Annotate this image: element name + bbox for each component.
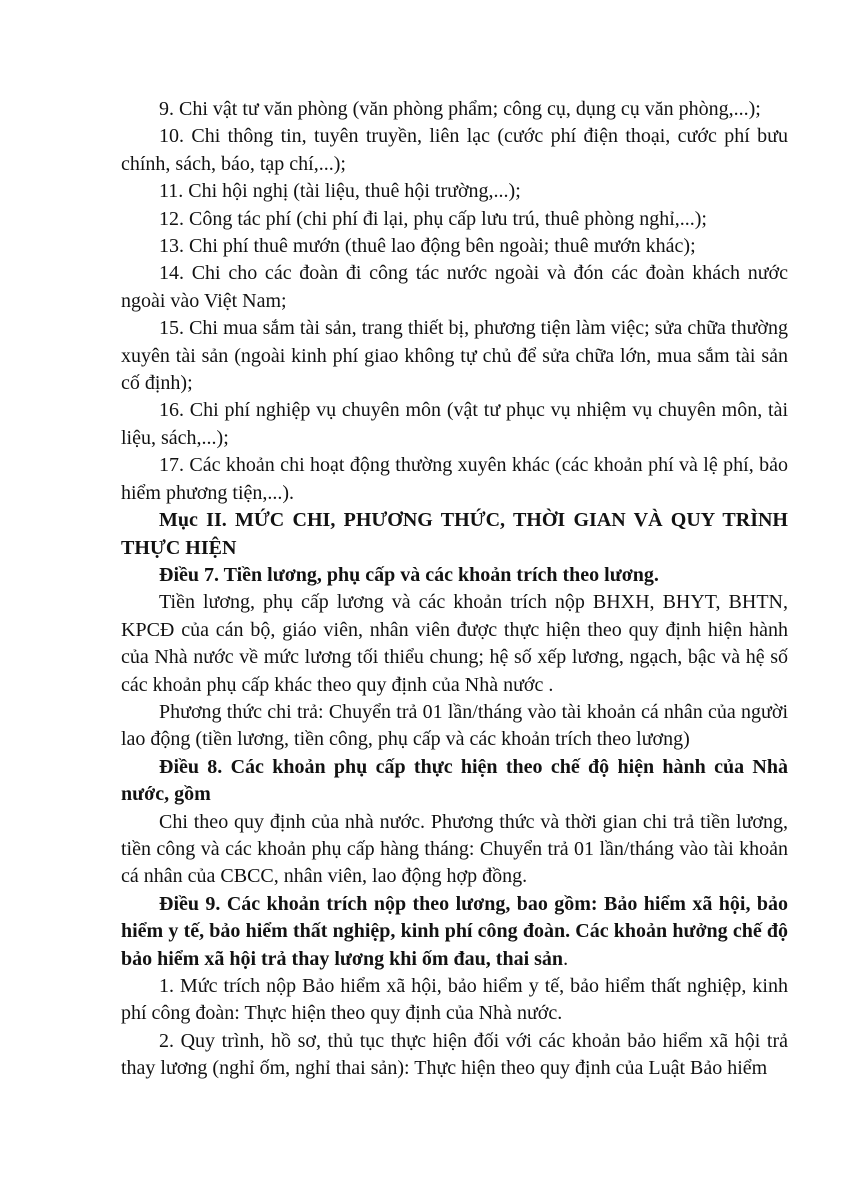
- body-paragraph: 11. Chi hội nghị (tài liệu, thuê hội trường,...);: [159, 180, 521, 203]
- heading-paragraph: Điều 9. Các khoản trích nộp theo lương, bao gồm: Bảo hiểm xã hội, bảo hiểm y tế, bảo hiểm thất nghiệp, kinh phí công đoàn. Các khoản hưởng chế độ bảo hiểm xã hội trả thay lương khi ốm đau, thai sản.: [121, 892, 788, 970]
- body-paragraph: Chi theo quy định của nhà nước. Phương thức và thời gian chi trả tiền lương, tiền công và các khoản phụ cấp hàng tháng: Chuyển trả 01 lần/tháng vào tài khoản cá nhân của CBCC, nhân viên, lao động hợp đồng.: [121, 810, 788, 888]
- document-body: [121, 96, 788, 1083]
- body-paragraph: 12. Công tác phí (chi phí đi lại, phụ cấp lưu trú, thuê phòng nghỉ,...);: [159, 207, 707, 230]
- heading-paragraph: Mục II. MỨC CHI, PHƯƠNG THỨC, THỜI GIAN VÀ QUY TRÌNH THỰC HIỆN: [121, 509, 788, 559]
- body-paragraph: 17. Các khoản chi hoạt động thường xuyên khác (các khoản phí và lệ phí, bảo hiểm phương tiện,...).: [121, 454, 788, 504]
- heading-paragraph: Điều 7. Tiền lương, phụ cấp và các khoản trích theo lương.: [159, 563, 659, 586]
- body-paragraph: 10. Chi thông tin, tuyên truyền, liên lạc (cước phí điện thoại, cước phí bưu chính, sách, báo, tạp chí,...);: [121, 125, 788, 175]
- body-paragraph: 15. Chi mua sắm tài sản, trang thiết bị, phương tiện làm việc; sửa chữa thường xuyên tài sản (ngoài kinh phí giao không tự chủ để sửa chữa lớn, mua sắm tài sản cố định);: [121, 317, 788, 395]
- heading-paragraph: Điều 8. Các khoản phụ cấp thực hiện theo chế độ hiện hành của Nhà nước, gồm: [121, 755, 788, 806]
- body-paragraph: 14. Chi cho các đoàn đi công tác nước ngoài và đón các đoàn khách nước ngoài vào Việt Nam;: [121, 262, 788, 312]
- body-paragraph: 16. Chi phí nghiệp vụ chuyên môn (vật tư phục vụ nhiệm vụ chuyên môn, tài liệu, sách,...);: [121, 399, 788, 449]
- body-paragraph: 2. Quy trình, hồ sơ, thủ tục thực hiện đối với các khoản bảo hiểm xã hội trả thay lương (nghỉ ốm, nghỉ thai sản): Thực hiện theo quy định của Luật Bảo hiểm: [121, 1029, 788, 1080]
- body-paragraph: 9. Chi vật tư văn phòng (văn phòng phẩm; công cụ, dụng cụ văn phòng,...);: [159, 98, 761, 120]
- body-paragraph: 1. Mức trích nộp Bảo hiểm xã hội, bảo hiểm y tế, bảo hiểm thất nghiệp, kinh phí công đoàn: Thực hiện theo quy định của Nhà nước.: [121, 975, 788, 1025]
- body-paragraph: Tiền lương, phụ cấp lương và các khoản trích nộp BHXH, BHYT, BHTN, KPCĐ của cán bộ, giáo viên, nhân viên được thực hiện theo quy định hiện hành của Nhà nước về mức lương tối thiểu chung; hệ số xếp lương, ngạch, bậc và hệ số các khoản phụ cấp khác theo quy định của Nhà nước .: [121, 591, 788, 696]
- body-paragraph: 13. Chi phí thuê mướn (thuê lao động bên ngoài; thuê mướn khác);: [159, 235, 696, 258]
- body-paragraph: Phương thức chi trả: Chuyển trả 01 lần/tháng vào tài khoản cá nhân của người lao động (tiền lương, tiền công, phụ cấp và các khoản trích theo lương): [121, 700, 788, 751]
